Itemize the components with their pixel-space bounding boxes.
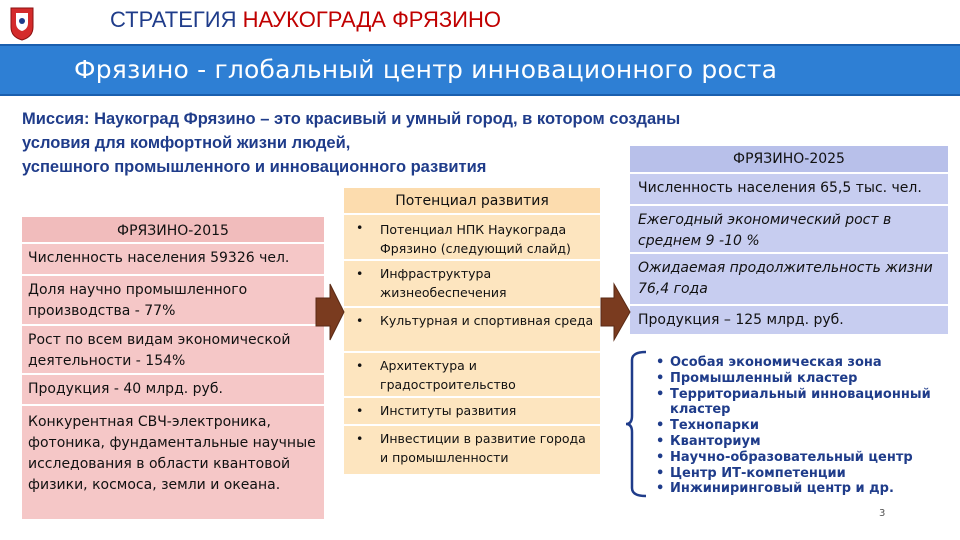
list-item: • Промышленный кластер: [656, 370, 858, 386]
potential-item: • Инфраструктура жизнеобеспечения: [344, 261, 600, 308]
potential-item: • Институты развития: [344, 398, 600, 426]
right-item: Ежегодный экономический рост в среднем 9 -10 %: [630, 206, 948, 254]
potential-item: • Культурная и спортивная среда: [344, 308, 600, 353]
left-item: Продукция - 40 млрд. руб.: [22, 375, 324, 406]
bracket-icon: [626, 352, 646, 496]
right-item: Продукция – 125 млрд. руб.: [630, 306, 948, 336]
list-item: • Особая экономическая зона: [656, 355, 882, 370]
list-item: • Научно-образовательный центр: [656, 449, 913, 465]
potential-item: • Потенциал НПК Наукограда Фрязино (следующий слайд): [344, 215, 600, 261]
mission-line-1: Миссия: Наукоград Фрязино – это красивый и умный город, в котором созданы: [22, 110, 681, 128]
right-item: Ожидаемая продолжительность жизни 76,4 года: [630, 254, 948, 306]
list-item: • Инжиниринговый центр и др.: [656, 481, 894, 497]
mission-line-2: условия для комфортной жизни людей,: [22, 134, 351, 152]
list-item: • Территориальный инновационный кластер: [656, 386, 931, 418]
arrow-right-icon: [316, 284, 344, 340]
left-item: Конкурентная СВЧ-электроника, фотоника, фундаментальные научные исследования в области квантовой физики, космоса, земли и океана.: [22, 406, 324, 521]
potential-title: Потенциал развития: [344, 188, 600, 215]
arrow-right-icon: [601, 284, 630, 340]
title-part-2: НАУКОГРАДА ФРЯЗИНО: [242, 7, 501, 32]
mission-line-3: успешного промышленного и инновационного развития: [22, 158, 487, 176]
list-item: • Кванториум: [656, 433, 761, 449]
list-item: • Технопарки: [656, 418, 759, 434]
title-part-1: СТРАТЕГИЯ: [110, 7, 237, 32]
potential-item: • Инвестиции в развитие города и промышленности: [356, 431, 586, 465]
fryazino-2015-title: ФРЯЗИНО-2015: [22, 217, 324, 244]
list-item: • Центр ИТ-компетенции: [656, 465, 846, 481]
left-item: Доля научно промышленного производства - 77%: [22, 276, 324, 326]
page-number: 3: [879, 508, 886, 519]
fryazino-2025-title: ФРЯЗИНО-2025: [630, 146, 948, 174]
left-item: Численность населения 59326 чел.: [22, 244, 324, 276]
banner-text: Фрязино - глобальный центр инновационного роста: [74, 55, 778, 84]
right-item: Численность населения 65,5 тыс. чел.: [630, 174, 948, 206]
left-item: Рост по всем видам экономической деятельности - 154%: [22, 326, 324, 375]
potential-item: • Архитектура и градостроительство: [344, 353, 600, 398]
